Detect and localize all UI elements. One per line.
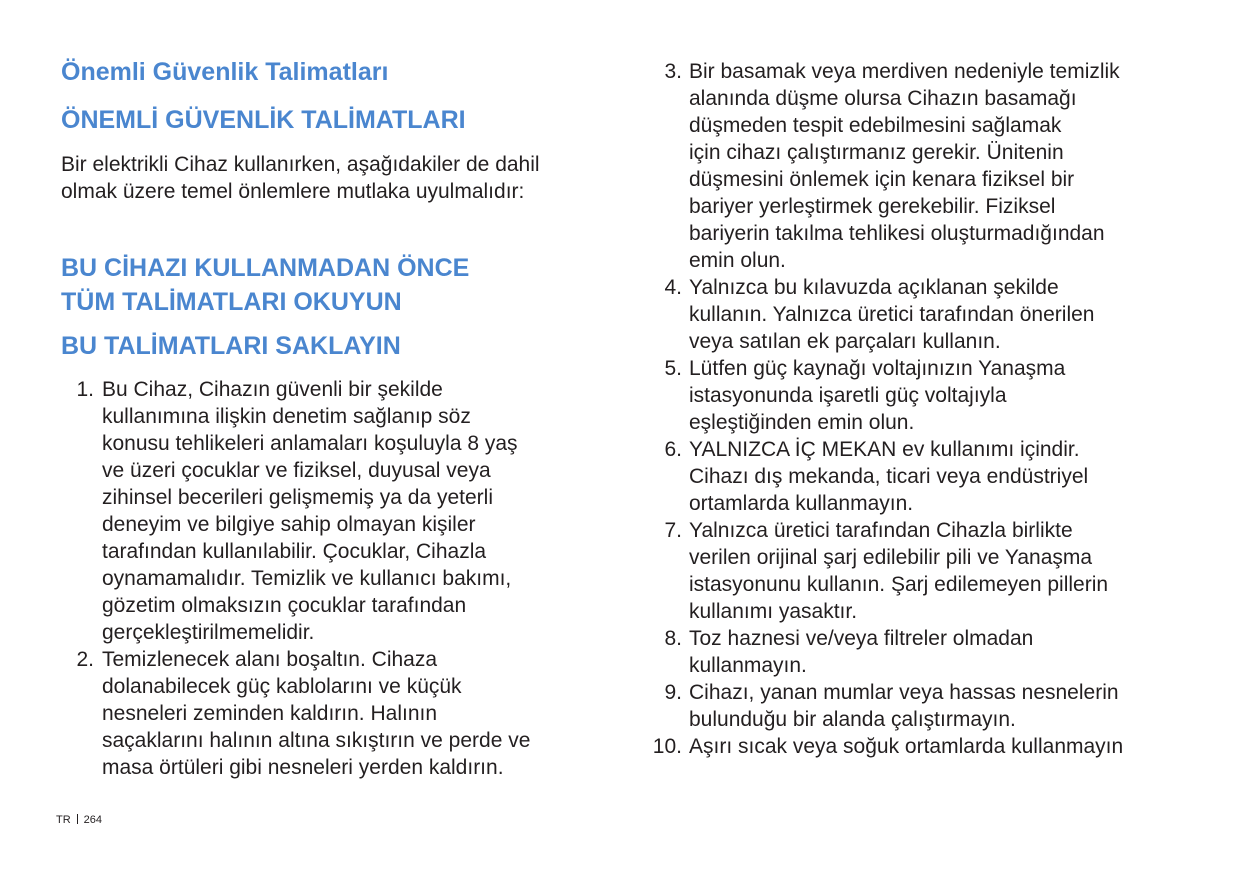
list-item-line: konusu tehlikeleri anlamaları koşuluyla 8 yaş [102, 432, 518, 455]
list-item-line: bariyer yerleştirmek gerekebilir. Fiziksel [689, 195, 1056, 218]
read-instructions-heading [61, 251, 469, 319]
list-item-line: ve üzeri çocuklar ve fiziksel, duyusal veya [102, 459, 491, 482]
list-item-number: 1. [76, 378, 94, 401]
footer-language: TR [56, 814, 71, 826]
page-title: Önemli Güvenlik Talimatları [61, 58, 389, 86]
read-heading-line-1: BU CİHAZI KULLANMADAN ÖNCE [61, 254, 470, 282]
list-item [640, 58, 1123, 274]
list-item-number: 4. [664, 276, 682, 299]
list-item-line: Aşırı sıcak veya soğuk ortamlarda kullanmayın [689, 735, 1124, 758]
list-item-line: eşleştiğinden emin olun. [689, 411, 915, 434]
list-item-number: 5. [664, 357, 682, 380]
list-item-line: Lütfen güç kaynağı voltajınızın Yanaşma [689, 357, 1066, 380]
list-item-line: istasyonunu kullanın. Şarj edilemeyen pillerin [689, 573, 1109, 596]
list-item-number: 6. [664, 438, 682, 461]
list-item [640, 679, 1123, 733]
list-item-line: bulunduğu bir alanda çalıştırmayın. [689, 708, 1016, 731]
list-item-line: bariyerin takılma tehlikesi oluşturmadığından [689, 222, 1105, 245]
read-heading-line-2: TÜM TALİMATLARI OKUYUN [61, 288, 402, 316]
list-item [61, 646, 530, 781]
list-item-line: verilen orijinal şarj edilebilir pili ve Yanaşma [689, 546, 1093, 569]
list-item-line: tarafından kullanılabilir. Çocuklar, Cihazla [102, 540, 487, 563]
list-item-number: 9. [664, 681, 682, 704]
list-item-number: 10. [652, 735, 682, 758]
list-item-line: oynamamalıdır. Temizlik ve kullanıcı bakımı, [102, 567, 512, 590]
list-item-line: kullanımına ilişkin denetim sağlanıp söz [102, 405, 471, 428]
list-item-line: deneyim ve bilgiye sahip olmayan kişiler [102, 513, 476, 536]
list-item-line: dolanabilecek güç kablolarını ve küçük [102, 675, 462, 698]
list-item-line: Yalnızca üretici tarafından Cihazla birlikte [689, 519, 1073, 542]
list-item-line: nesneleri zeminden kaldırın. Halının [102, 702, 438, 725]
intro-paragraph: Bir elektrikli Cihaz kullanırken, aşağıdakiler de dahil olmak üzere temel önlemlere mutlaka uyulmalıdır: [61, 153, 540, 203]
section-title: ÖNEMLİ GÜVENLİK TALİMATLARI [61, 106, 466, 134]
list-item-line: kullanmayın. [689, 654, 807, 677]
list-item-line: Cihazı dış mekanda, ticari veya endüstriyel [689, 465, 1089, 488]
footer-page-number: 264 [83, 814, 103, 826]
list-item-line: alanında düşme olursa Cihazın basamağı [689, 87, 1077, 110]
save-instructions-heading: BU TALİMATLARI SAKLAYIN [61, 332, 401, 360]
list-item-line: Cihazı, yanan mumlar veya hassas nesnelerin [689, 681, 1119, 704]
list-item-line: istasyonunda işaretli güç voltajıyla [689, 384, 1007, 407]
list-item-line: veya satılan ek parçaları kullanın. [689, 330, 1001, 353]
list-item-line: Temizlenecek alanı boşaltın. Cihaza [102, 648, 438, 671]
list-item-line: kullanımı yasaktır. [689, 600, 858, 623]
list-item-line: Toz haznesi ve/veya filtreler olmadan [689, 627, 1034, 650]
list-item-line: için cihazı çalıştırmanız gerekir. Ünitenin [689, 141, 1064, 164]
list-item-line: Bir basamak veya merdiven nedeniyle temizlik [689, 60, 1120, 83]
list-item-line: düşmesini önlemek için kenara fiziksel bir [689, 168, 1075, 191]
list-item-line: zihinsel becerileri gelişmemiş ya da yeterli [102, 486, 493, 509]
list-item-line: gerçekleştirilmemelidir. [102, 621, 315, 644]
list-item-line: gözetim olmaksızın çocuklar tarafından [102, 594, 467, 617]
list-item-line: saçaklarını halının altına sıkıştırın ve perde ve [102, 729, 531, 752]
list-item-number: 2. [76, 648, 94, 671]
list-item [61, 376, 530, 646]
right-instruction-list [640, 58, 1123, 760]
list-item [640, 274, 1123, 355]
list-item-number: 8. [664, 627, 682, 650]
footer-divider [77, 814, 78, 824]
list-item [640, 355, 1123, 436]
list-item-line: masa örtüleri gibi nesneleri yerden kaldırın. [102, 756, 504, 779]
list-item-line: Yalnızca bu kılavuzda açıklanan şekilde [689, 276, 1059, 299]
list-item [640, 733, 1123, 760]
list-item-line: ortamlarda kullanmayın. [689, 492, 914, 515]
list-item [640, 517, 1123, 625]
list-item [640, 436, 1123, 517]
list-item-number: 3. [664, 60, 682, 83]
list-item-line: düşmeden tespit edebilmesini sağlamak [689, 114, 1062, 137]
left-instruction-list [61, 376, 530, 781]
list-item [640, 625, 1123, 679]
list-item-number: 7. [664, 519, 682, 542]
list-item-line: emin olun. [689, 249, 786, 272]
page-footer [56, 814, 102, 826]
list-item-line: kullanın. Yalnızca üretici tarafından önerilen [689, 303, 1095, 326]
list-item-line: Bu Cihaz, Cihazın güvenli bir şekilde [102, 378, 443, 401]
list-item-line: YALNIZCA İÇ MEKAN ev kullanımı içindir. [689, 438, 1080, 461]
